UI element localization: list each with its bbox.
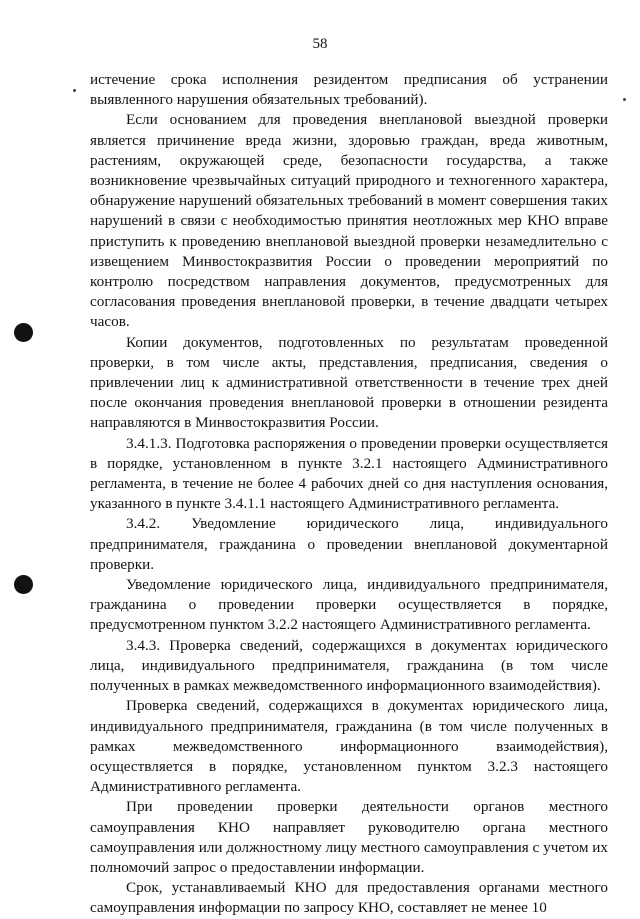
scan-speck [73, 89, 76, 92]
section-paragraph: 3.4.1.3. Подготовка распоряжения о проведении проверки осуществляется в порядке, установленном в пункте 3.2.1 настоящего Административного регламента, в течение не более 4 рабочих дней со дня наступления основания, указанного в пункте 3.4.1.1 настоящего Административного регламента. [90, 434, 608, 513]
page-number: 58 [312, 36, 328, 52]
paragraph: истечение срока исполнения резидентом предписания об устранении выявленного нарушения обязательных требований). [90, 71, 608, 109]
paragraph: При проведении проверки деятельности органов местного самоуправления КНО направляет руководителю органа местного самоуправления или должностному лицу местного самоуправления с учетом их полномочий запрос о предоставлении информации. [90, 798, 608, 876]
paragraph: Уведомление юридического лица, индивидуального предпринимателя, гражданина о проведении проверки осуществляется в порядке, предусмотренном пунктом 3.2.2 настоящего Административного регламента. [90, 576, 608, 634]
document-body [90, 70, 608, 919]
section-heading: 3.4.3. Проверка сведений, содержащихся в документах юридического лица, индивидуального предпринимателя, гражданина (в том числе полученных в рамках межведомственного информационного взаимодействия). [90, 636, 608, 695]
binder-hole-upper [14, 323, 33, 342]
paragraph: Проверка сведений, содержащихся в документах юридического лица, индивидуального предпринимателя, гражданина (в том числе полученных в рамках межведомственного информационного взаимодействия), осуществляется в порядке, установленном пунктом 3.2.3 настоящего Административного регламента. [90, 697, 608, 796]
binder-hole-lower [14, 575, 33, 594]
section-heading: 3.4.2. Уведомление юридического лица, индивидуального предпринимателя, гражданина о проведении внеплановой документарной проверки. [90, 515, 608, 573]
scan-speck [623, 98, 626, 101]
paragraph: Срок, устанавливаемый КНО для предоставления органами местного самоуправления информации по запросу КНО, составляет не менее 10 [90, 879, 608, 917]
paragraph: Копии документов, подготовленных по результатам проведенной проверки, в том числе акты, представления, предписания, сведения о привлечении лиц к административной ответственности в течение трех дней после окончания проведения внеплановой проверки в отношении резидента направляются в Минвостокразвития России. [90, 333, 608, 432]
paragraph: Если основанием для проведения внеплановой выездной проверки является причинение вреда жизни, здоровью граждан, вреда животным, растениям, окружающей среде, безопасности государства, а также возникновение чрезвычайных ситуаций природного и техногенного характера, обнаружение нарушений обязательных требований в момент совершения таких нарушений в связи с необходимостью принятия неотложных мер КНО вправе приступить к проведению внеплановой выездной проверки незамедлительно с извещением Минвостокразвития России о проведении мероприятий по контролю посредством направления документов, предусмотренных для согласования проведения внеплановой проверки, в течение двадцати четырех часов. [90, 111, 608, 331]
